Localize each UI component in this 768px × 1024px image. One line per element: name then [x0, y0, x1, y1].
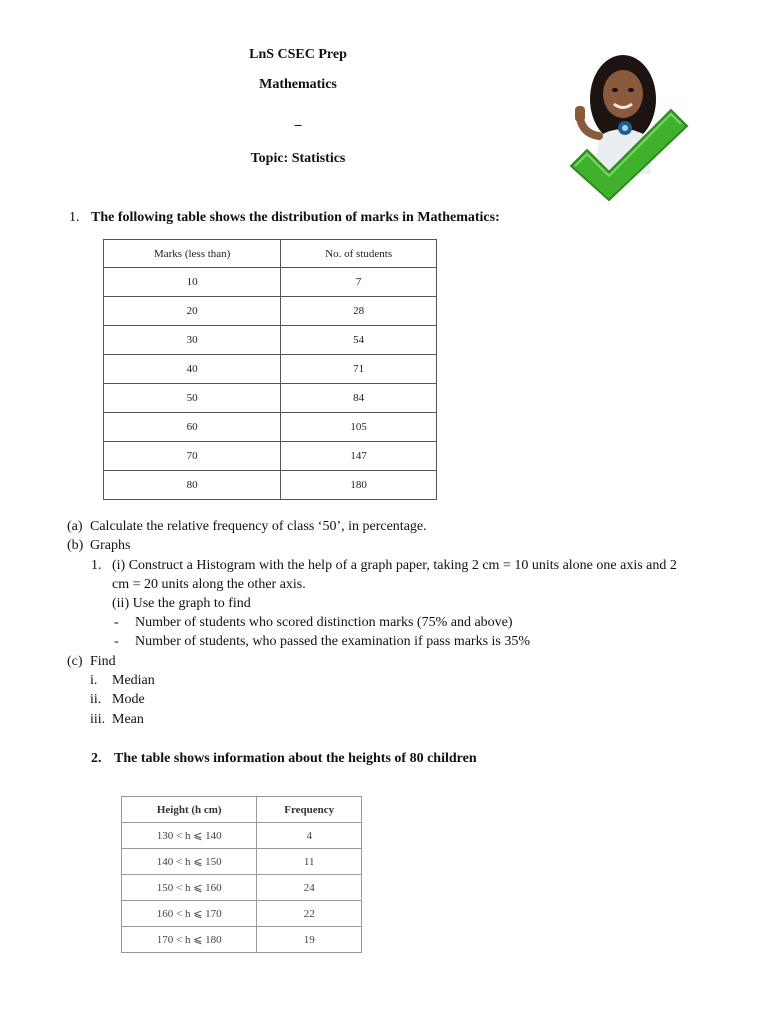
- table-cell: 84: [281, 384, 437, 413]
- brand-title: LnS CSEC Prep: [249, 47, 347, 62]
- table-header-cell: No. of students: [281, 240, 437, 268]
- q2-title: The table shows information about the heights of 80 children: [114, 751, 477, 766]
- table-row: [122, 823, 362, 849]
- table-cell: 140 < h ⩽ 150: [122, 849, 257, 875]
- table-cell: 22: [257, 901, 362, 927]
- table-row: [104, 384, 437, 413]
- table-header-cell: Marks (less than): [104, 240, 281, 268]
- q1-title: The following table shows the distribution of marks in Mathematics:: [91, 210, 500, 225]
- table-cell: 28: [281, 297, 437, 326]
- part-c-text: Find: [90, 654, 116, 669]
- part-a-text: Calculate the relative frequency of class ‘50’, in percentage.: [90, 519, 427, 534]
- table-header-cell: Height (h cm): [122, 797, 257, 823]
- topic-title: Topic: Statistics: [250, 151, 346, 166]
- c-item-number: i.: [90, 673, 98, 688]
- c-item-median: Median: [112, 673, 155, 688]
- table-cell: 4: [257, 823, 362, 849]
- table-row: [104, 413, 437, 442]
- part-b2: (ii) Use the graph to find: [112, 596, 251, 611]
- bullet-distinction: Number of students who scored distinction marks (75% and above): [135, 615, 513, 630]
- table-cell: 11: [257, 849, 362, 875]
- subject-title: Mathematics: [259, 77, 337, 92]
- bullet-pass: Number of students, who passed the examination if pass marks is 35%: [135, 634, 531, 649]
- bullet-dash: -: [114, 634, 119, 649]
- table-cell: 20: [104, 297, 281, 326]
- table-header-row: [122, 797, 362, 823]
- table-cell: 24: [257, 875, 362, 901]
- marks-table: [103, 239, 437, 500]
- c-item-number: iii.: [90, 712, 106, 727]
- table-row: [104, 297, 437, 326]
- table-cell: 170 < h ⩽ 180: [122, 927, 257, 953]
- table-cell: 10: [104, 268, 281, 297]
- table-cell: 50: [104, 384, 281, 413]
- table-row: [122, 901, 362, 927]
- table-cell: 19: [257, 927, 362, 953]
- part-b-text: Graphs: [90, 538, 131, 553]
- table-cell: 40: [104, 355, 281, 384]
- table-header-cell: Frequency: [257, 797, 362, 823]
- table-row: [104, 326, 437, 355]
- c-item-mean: Mean: [112, 712, 144, 727]
- header-dash: _: [294, 113, 302, 128]
- table-row: [122, 875, 362, 901]
- table-row: [104, 471, 437, 500]
- bullet-dash: -: [114, 615, 119, 630]
- table-row: [104, 268, 437, 297]
- table-cell: 30: [104, 326, 281, 355]
- table-header-row: [104, 240, 437, 268]
- table-cell: 71: [281, 355, 437, 384]
- table-cell: 70: [104, 442, 281, 471]
- q2-number: 2.: [91, 751, 102, 766]
- part-b1-line2: cm = 20 units along the other axis.: [112, 577, 306, 592]
- heights-table: [121, 796, 362, 953]
- part-b-label: (b): [67, 538, 84, 553]
- table-cell: 54: [281, 326, 437, 355]
- part-a-label: (a): [67, 519, 83, 534]
- avatar-check-icon: [563, 44, 693, 206]
- part-b1-line1: (i) Construct a Histogram with the help of a graph paper, taking 2 cm = 10 units alone one axis and 2: [112, 558, 677, 573]
- table-cell: 160 < h ⩽ 170: [122, 901, 257, 927]
- table-cell: 130 < h ⩽ 140: [122, 823, 257, 849]
- table-cell: 150 < h ⩽ 160: [122, 875, 257, 901]
- table-row: [122, 927, 362, 953]
- q1-number: 1.: [69, 210, 80, 225]
- table-row: [104, 442, 437, 471]
- table-row: [104, 355, 437, 384]
- table-cell: 7: [281, 268, 437, 297]
- table-cell: 147: [281, 442, 437, 471]
- part-b1-number: 1.: [91, 558, 102, 573]
- part-c-label: (c): [67, 654, 83, 669]
- c-item-number: ii.: [90, 692, 102, 707]
- table-cell: 105: [281, 413, 437, 442]
- table-cell: 180: [281, 471, 437, 500]
- table-cell: 60: [104, 413, 281, 442]
- c-item-mode: Mode: [112, 692, 145, 707]
- table-row: [122, 849, 362, 875]
- table-cell: 80: [104, 471, 281, 500]
